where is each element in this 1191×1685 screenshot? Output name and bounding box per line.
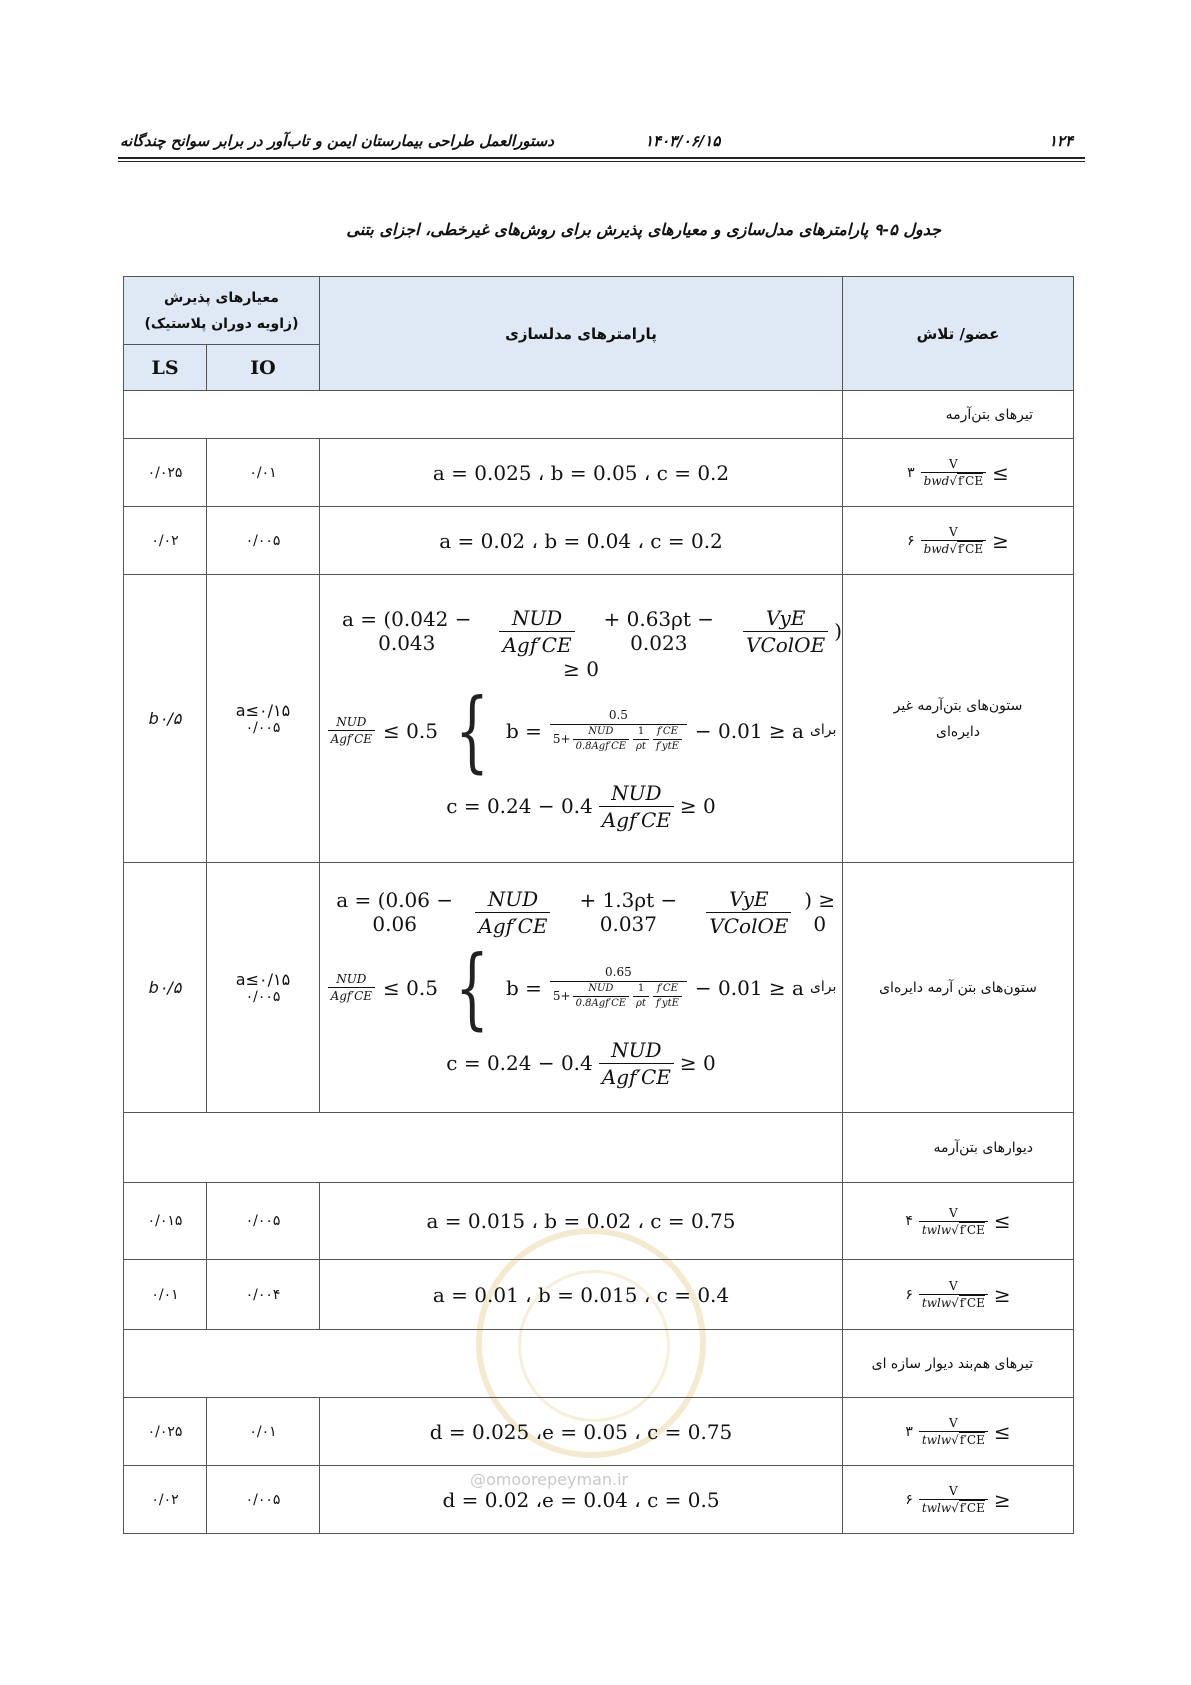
- model-equation: a = 0.02 ، b = 0.04 ، c = 0.2: [320, 507, 843, 575]
- brace-icon: {: [455, 935, 489, 1039]
- header-title: دستورالعمل طراحی بیمارستان ایمن و تاب‌آور در برابر سوانح چندگانه: [120, 132, 554, 150]
- ls-value: ۰/۰۲۵: [124, 439, 207, 507]
- model-equation: d = 0.025 ،e = 0.05 ، c = 0.75: [320, 1398, 843, 1466]
- ls-value: ۰/۰۲: [124, 507, 207, 575]
- ls-value: ۰/۰۱: [124, 1260, 207, 1330]
- table-caption: جدول ۵-۹ پارامترهای مدل‌سازی و معیارهای پذیرش برای روش‌های غیرخطی، اجزای بتنی: [346, 220, 941, 239]
- table-row: [124, 863, 1074, 1113]
- ls-value: b۰/۵: [124, 575, 207, 863]
- io-value: ۰/۰۱: [207, 439, 320, 507]
- io-value: a≤۰/۱۵ ۰/۰۰۵: [207, 575, 320, 863]
- member-condition: ۶ $\frac{V}{\text{twlw√f′CE}}$ ≥: [843, 1466, 1074, 1534]
- table-row: [124, 507, 1074, 575]
- header-member: عضو/ تلاش: [843, 277, 1074, 391]
- table-row: [124, 575, 1074, 863]
- member-condition: ۶ $\frac{V}{\text{twlw√f′CE}}$ ≥: [843, 1260, 1074, 1330]
- group-label-coupling: تیرهای هم‌بند دیوار سازه ای: [843, 1330, 1074, 1398]
- group-spacer: [124, 391, 843, 439]
- model-equation: a = 0.025 ، b = 0.05 ، c = 0.2: [320, 439, 843, 507]
- model-equation: a = 0.015 ، b = 0.02 ، c = 0.75: [320, 1183, 843, 1260]
- header-acceptance: معیارهای پذیرش (زاویه دوران پلاستیک): [124, 277, 320, 345]
- ls-value: b۰/۵: [124, 863, 207, 1113]
- header-rule: [118, 157, 1085, 159]
- member-label: ستون‌های بتن آرمه دایره‌ای: [843, 863, 1074, 1113]
- table-row: [124, 1398, 1074, 1466]
- ls-value: ۰/۰۲۵: [124, 1398, 207, 1466]
- io-value: ۰/۰۰۵: [207, 507, 320, 575]
- header-modeling: پارامترهای مدلسازی: [320, 277, 843, 391]
- table-row: [124, 1183, 1074, 1260]
- watermark-text: @omoorepeyman.ir: [470, 1470, 629, 1489]
- acceptance-criteria-table: [123, 276, 1074, 1534]
- header-ls: LS: [124, 345, 207, 391]
- column-model-equations: a = (0.06 − 0.06 $\frac{\text{NUD}}{\text{Agf′CE}}$ + 1.3ρt − 0.037 $\frac{\text{VyE}}{\text{VColOE}}$ ) ≥ 0 $\frac{\text{NUD}}{\text{Agf′CE}}$ ≤ 0.5 { b = 0.65 5+ $\frac{\text{NUD}}{\text{0.8Agf′CE}}$ $\frac{1}{\rho t}$ $\frac{f'CE}{\text{f′ytE}}$ − 0.01 ≥ a برای c = 0.24 − 0.4 $\frac{\text{NUD}}{\text{Agf′CE}}$ ≥ 0: [320, 863, 843, 1113]
- header-rule-thin: [118, 161, 1085, 162]
- brace-icon: {: [455, 678, 489, 782]
- table-row: [124, 439, 1074, 507]
- group-spacer: [124, 1330, 843, 1398]
- io-value: ۰/۰۱: [207, 1398, 320, 1466]
- header-date: ۱۴۰۳/۰۶/۱۵: [645, 132, 721, 150]
- member-condition: ۶ $\frac{V}{\text{bwd√f′CE}}$ ≥: [843, 507, 1074, 575]
- member-condition: ۴ $\frac{V}{\text{twlw√f′CE}}$ ≤: [843, 1183, 1074, 1260]
- group-label-walls: دیوارهای بتن‌آرمه: [843, 1113, 1074, 1183]
- member-condition: ۳ $\frac{V}{\text{twlw√f′CE}}$ ≤: [843, 1398, 1074, 1466]
- model-equation: a = 0.01 ، b = 0.015 ، c = 0.4: [320, 1260, 843, 1330]
- io-value: ۰/۰۰۴: [207, 1260, 320, 1330]
- member-condition: ۳ $\frac{V}{\text{bwd√f′CE}}$ ≤: [843, 439, 1074, 507]
- io-value: a≤۰/۱۵ ۰/۰۰۵: [207, 863, 320, 1113]
- column-model-equations: a = (0.042 − 0.043 $\frac{\text{NUD}}{\text{Agf′CE}}$ + 0.63ρt − 0.023 $\frac{\text{VyE}}{\text{VColOE}}$ ) ≥ 0 $\frac{\text{NUD}}{\text{Agf′CE}}$ ≤ 0.5 { b = 0.5 5+ $\frac{\text{NUD}}{\text{0.8Agf′CE}}$ $\frac{1}{\rho t}$ $\frac{f'CE}{\text{f′ytE}}$ − 0.01 ≥ a برای c = 0.24 − 0.4 $\frac{\text{NUD}}{\text{Agf′CE}}$ ≥ 0: [320, 575, 843, 863]
- group-label-beams: تیرهای بتن‌آرمه: [843, 391, 1074, 439]
- header-io: IO: [207, 345, 320, 391]
- member-label: ستون‌های بتن‌آرمه غیر دایره‌ای: [843, 575, 1074, 863]
- ls-value: ۰/۰۲: [124, 1466, 207, 1534]
- model-equation: d = 0.02 ،e = 0.04 ، c = 0.5: [320, 1466, 843, 1534]
- table-row: [124, 1466, 1074, 1534]
- page-number: ۱۲۴: [1048, 132, 1073, 150]
- group-spacer: [124, 1113, 843, 1183]
- ls-value: ۰/۰۱۵: [124, 1183, 207, 1260]
- io-value: ۰/۰۰۵: [207, 1183, 320, 1260]
- io-value: ۰/۰۰۵: [207, 1466, 320, 1534]
- table-row: [124, 1260, 1074, 1330]
